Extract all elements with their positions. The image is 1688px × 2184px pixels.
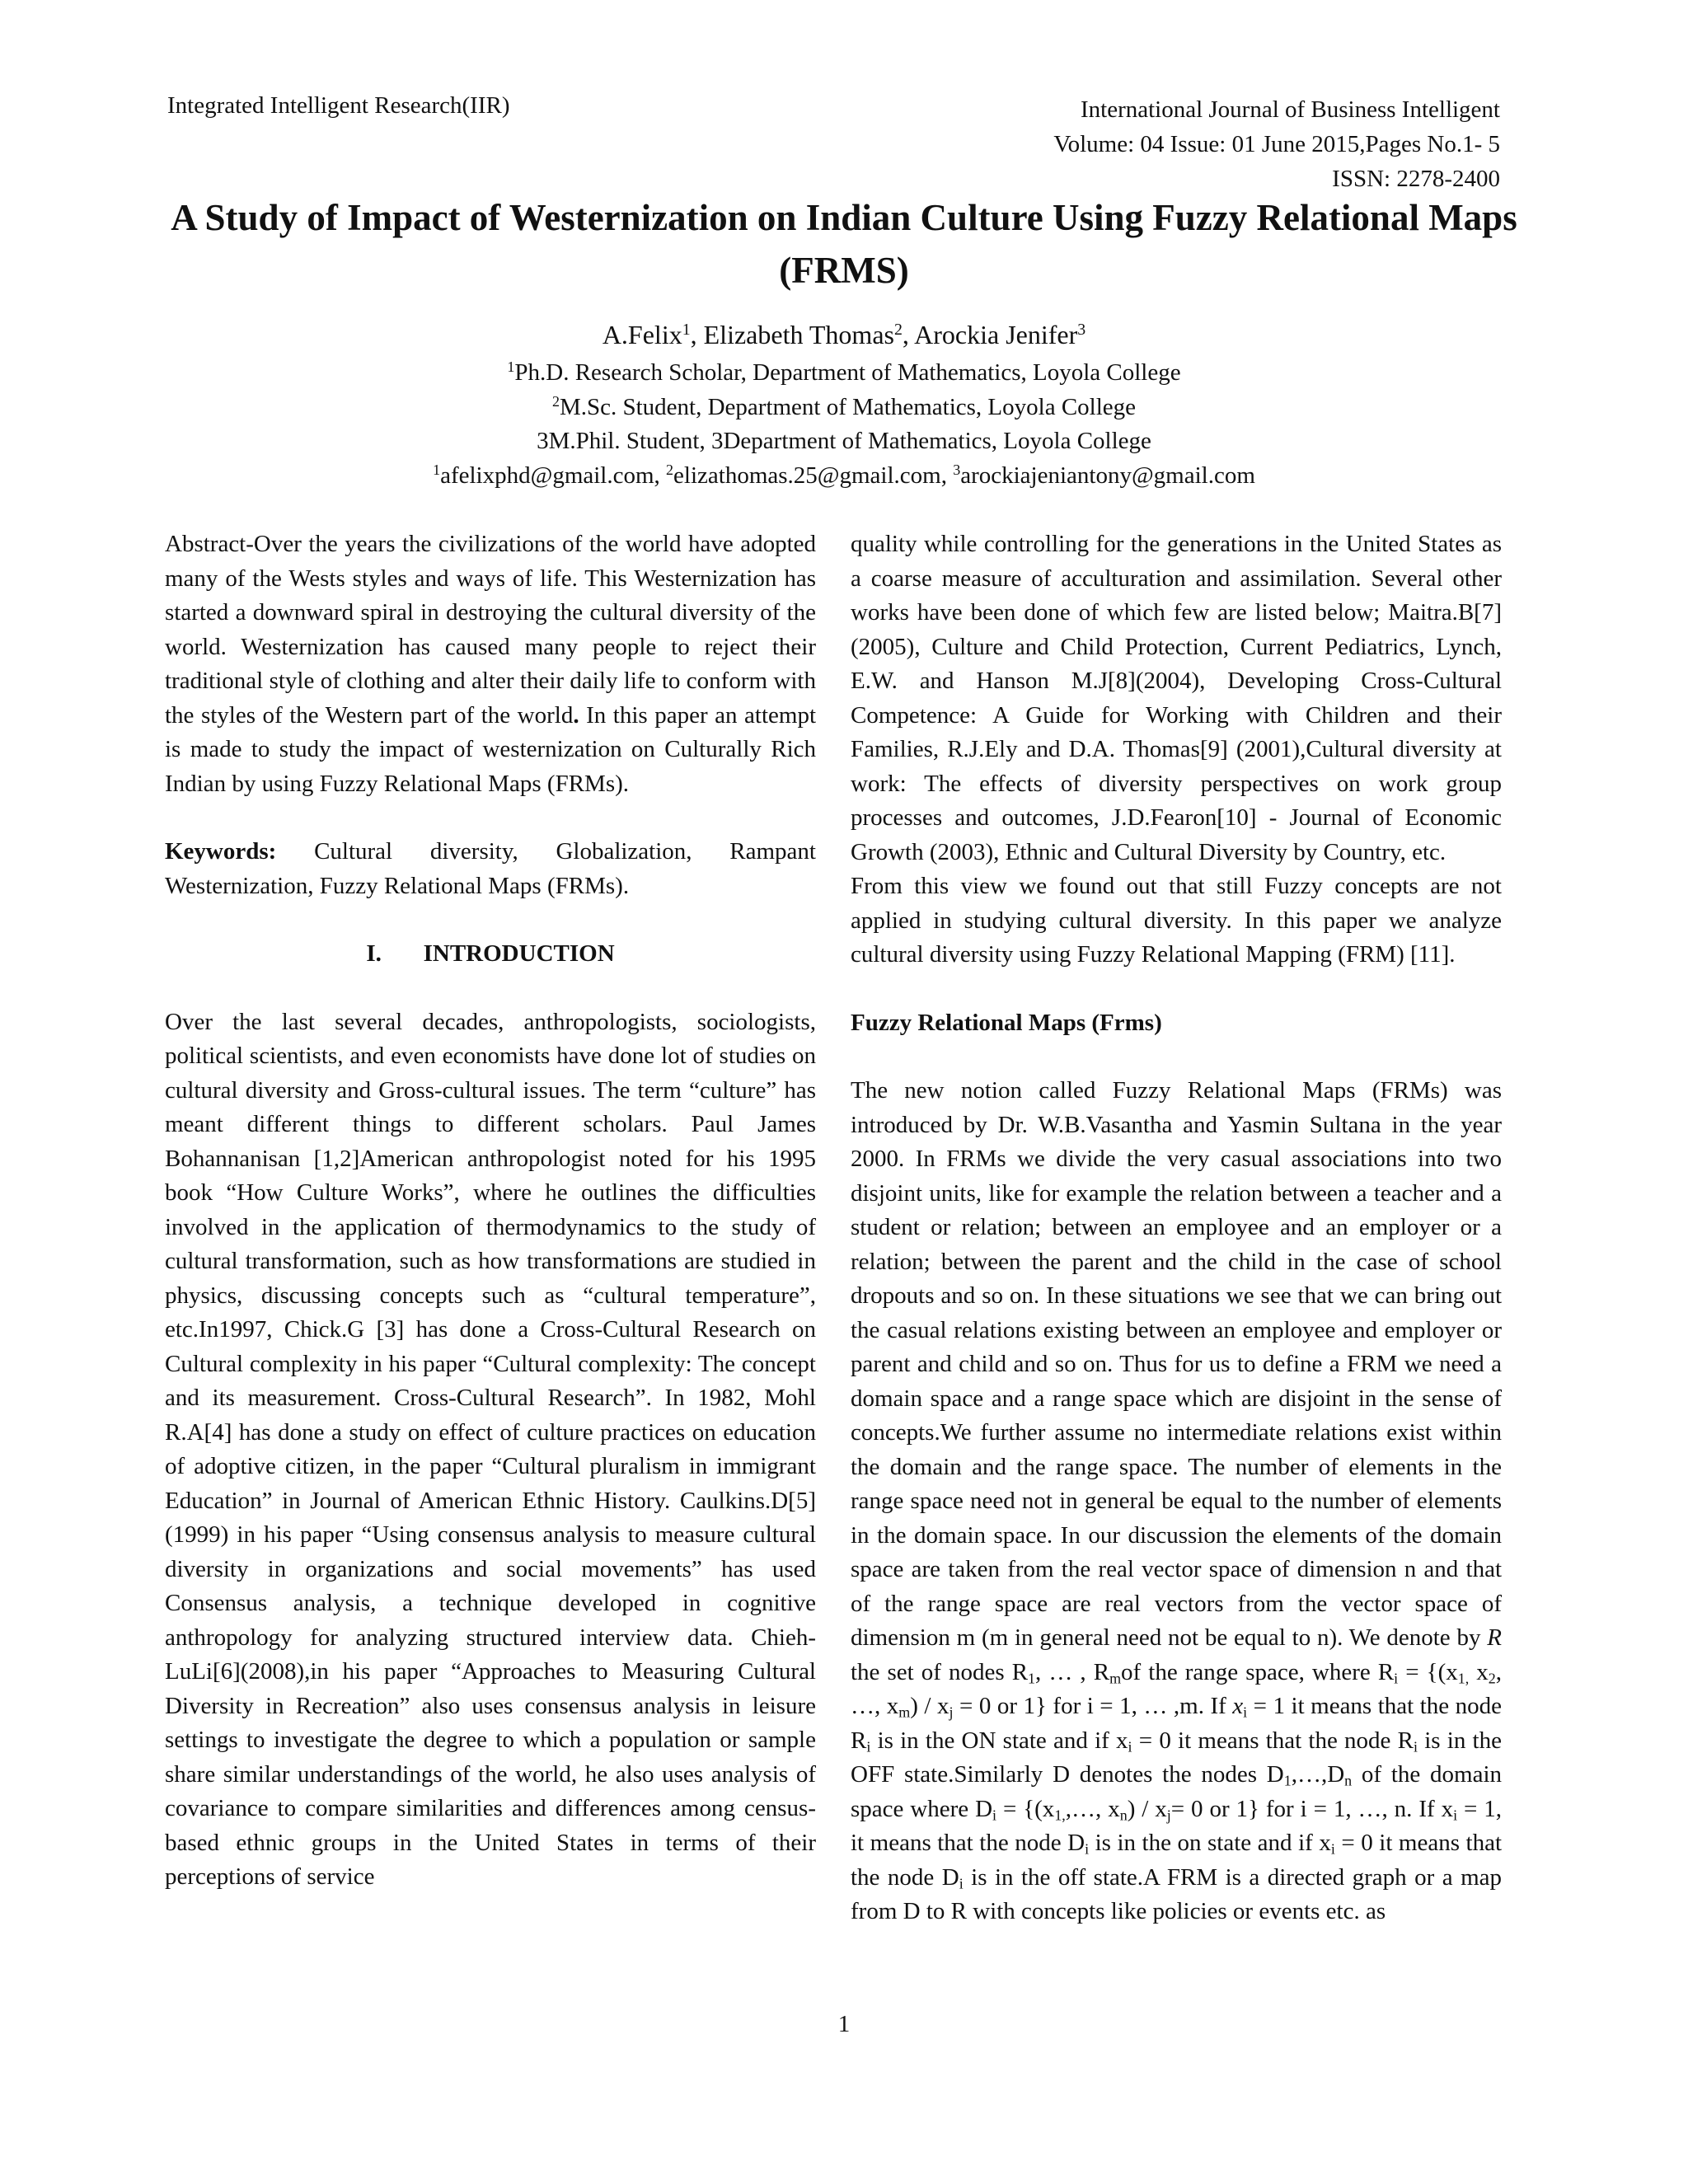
email-line: [0, 459, 1688, 494]
frm-text: ) / x: [910, 1693, 950, 1719]
affiliation-1-mark: 1: [507, 359, 515, 376]
frm-subscript: n: [1119, 1806, 1128, 1823]
section-heading-introduction: I. INTRODUCTION: [366, 940, 615, 967]
related-work-paragraph: quality while controlling for the generations in the United States as a coarse measure of acculturation and assimilation. Several other works have been done of which few are listed below; Maitra.B[7](2005), Culture and Child Protection, Current Pediatrics, Lynch, E.W. and Hanson M.J[8](2004), Developing Cross-Cultural Competence: A Guide for Working with Children and their Families, R.J.Ely and D.A. Thomas[9] (2001),Cultural diversity at work: The effects of diversity perspectives on work group processes and outcomes, J.D.Fearon[10] - Journal of Economic Growth (2003), Ethnic and Cultural Diversity by Country, etc.: [851, 531, 1502, 865]
left-column: [165, 527, 816, 1895]
frm-subscript: j: [1166, 1806, 1171, 1823]
affiliation-1-text: Ph.D. Research Scholar, Department of Mathematics, Loyola College: [514, 359, 1181, 386]
email-2[interactable]: elizathomas.25@gmail.com,: [673, 462, 954, 489]
frm-subscript: m: [898, 1704, 911, 1721]
frm-subscript: m: [1109, 1669, 1122, 1686]
frm-text: The new notion called Fuzzy Relational Maps (FRMs) was introduced by Dr. W.B.Vasantha and Yasmin Sultana in the year 2000. In FRMs we divide the very casual associations into two disjoint units, like for example the relation between a teacher and a student or relation; between an employee and an employer or a relation; between the parent and the child in the case of school dropouts and so on. In these situations we see that we can bring out the casual relations existing between an employee and employer or parent and child and so on. Thus for us to define a FRM we need a domain space and a range space which are disjoint in the sense of concepts.We further assume no intermediate relations exist within the domain and the range space. The number of elements in the range space need not in general be equal to the number of elements in the domain space. In our discussion the elements of the domain space are taken from the real vector space of dimension n and that of the range space are real vectors from the vector space of dimension m (m in general need not be equal to n). We denote by: [851, 1077, 1502, 1651]
frm-symbol: x: [1232, 1693, 1244, 1719]
frm-text: ) / x: [1127, 1795, 1167, 1822]
keywords: [165, 835, 816, 903]
abstract-period: .: [573, 701, 579, 729]
frm-text: = {(x: [996, 1795, 1055, 1822]
page-number: 1: [837, 2011, 851, 2037]
affiliation-3: 3M.Phil. Student, 3Department of Mathematics, Loyola College: [537, 428, 1151, 454]
frm-subscript: 1: [1283, 1772, 1292, 1789]
frm-text: , …, x: [851, 1658, 1503, 1719]
frm-subscript: i: [1414, 1737, 1418, 1755]
keywords-label: Keywords:: [165, 838, 277, 865]
frm-text: is in the OFF state.Similarly D denotes the nodes D: [851, 1727, 1502, 1788]
affiliation-2: [0, 391, 1688, 425]
email-1-mark: 1: [433, 461, 441, 478]
introduction-paragraph: Over the last several decades, anthropologists, sociologists, political scientists, and even economists have done lot of studies on cultural diversity and Gross-cultural issues. The term “culture” has meant different things to different scholars. Paul James Bohannanisan [1,2]American anthropologist noted for his 1995 book “How Culture Works”, where he outlines the difficulties involved in the application of thermodynamics to the study of cultural transformation, such as how transformations are studied in physics, discussing concepts such as “cultural temperature”, etc.In1997, Chick.G [3] has done a Cross-Cultural Research on Cultural complexity in his paper “Cultural complexity: The concept and its measurement. Cross-Cultural Research”. In 1982, Mohl R.A[4] has done a study on effect of culture practices on education of adoptive citizen, in the paper “Cultural pluralism in immigrant Education” in Journal of American Ethnic History. Caulkins.D[5](1999) in his paper “Using consensus analysis to measure cultural diversity in organizations and social movements” has used Consensus analysis, a technique developed in cognitive anthropology for analyzing structured interview data. Chieh-LuLi[6](2008),in his paper “Approaches to Measuring Cultural Diversity in Recreation” also uses consensus analysis in leisure settings to investigate the degree to which a population or sample share similar understandings of the world, he also uses analysis of covariance to compare similarities and differences among census-based ethnic groups in the United States in terms of their perceptions of service: [165, 1008, 816, 1890]
abstract-text-a: Abstract-Over the years the civilizations of the world have adopted many of the Wests styles and ways of life. This Westernization has started a downward spiral in destroying the cultural diversity of the world. Westernization has caused many people to reject their traditional style of clothing and alter their daily life to conform with the styles of the Western part of the world: [165, 531, 816, 729]
frm-text: = 0 it means that the node D: [851, 1830, 1502, 1891]
frm-text: , … , R: [1035, 1658, 1110, 1685]
author-2: , Elizabeth Thomas: [690, 320, 894, 349]
affiliation-1: [0, 356, 1688, 391]
frm-text: of the domain space where D: [851, 1761, 1502, 1822]
abstract-text-b: In this paper an attempt is made to study the impact of westernization on Culturally Rich Indian by using Fuzzy Relational Maps (FRMs).: [165, 701, 816, 797]
frm-subscript: 2: [1488, 1669, 1496, 1686]
email-2-mark: 2: [666, 461, 674, 478]
frm-text: is in the off state.A FRM is a directed graph or a map from D to R with concepts like policies or events etc. as: [851, 1863, 1502, 1924]
journal-volume: Volume: 04 Issue: 01 June 2015,Pages No.1- 5: [1053, 131, 1500, 157]
email-3[interactable]: arockiajeniantony@gmail.com: [960, 462, 1255, 489]
paper-title: A Study of Impact of Westernization on Indian Culture Using Fuzzy Relational Maps (FRMS): [171, 197, 1517, 291]
frm-text: = 1 it means that the node R: [851, 1693, 1503, 1754]
frm-text: the set of nodes R: [851, 1658, 1029, 1685]
author-list: [0, 317, 1688, 352]
right-column: [851, 527, 1502, 1929]
journal-issn: ISSN: 2278-2400: [1332, 166, 1500, 192]
frm-subscript: n: [1344, 1772, 1353, 1789]
frm-subscript: i: [1128, 1737, 1132, 1755]
email-3-mark: 3: [953, 461, 961, 478]
frm-subscript: i: [992, 1806, 997, 1823]
frm-subscript: i: [866, 1737, 871, 1755]
frm-text: = {(x: [1398, 1658, 1458, 1685]
frm-text: ,…,D: [1291, 1761, 1345, 1788]
frm-subscript: i: [1085, 1840, 1090, 1858]
author-3: , Arockia Jenifer: [902, 320, 1078, 349]
frm-subscript: 1,: [1054, 1806, 1066, 1823]
frm-text: = 1, it means that the node D: [851, 1795, 1503, 1856]
frm-text: = 0 or 1} for i = 1, … ,m. If: [953, 1693, 1233, 1719]
author-1: A.Felix: [602, 320, 682, 349]
affiliation-2-text: M.Sc. Student, Department of Mathematics, Loyola College: [559, 393, 1137, 420]
abstract: [165, 527, 816, 801]
frm-text: is in the ON state and if x: [870, 1727, 1128, 1754]
frm-definition-paragraph: [851, 1074, 1502, 1929]
email-1[interactable]: afelixphd@gmail.com,: [440, 462, 667, 489]
journal-info: [1053, 92, 1500, 196]
journal-name: International Journal of Business Intelligent: [1080, 96, 1500, 123]
author-3-mark: 3: [1077, 321, 1086, 340]
author-1-mark: 1: [682, 321, 691, 340]
affiliation-2-mark: 2: [551, 392, 560, 410]
frm-subscript: j: [949, 1704, 954, 1721]
frm-text: = 0 or 1} for i = 1, …, n. If x: [1170, 1795, 1454, 1822]
journal-publisher: Integrated Intelligent Research(IIR): [167, 92, 510, 119]
frm-subscript: i: [1330, 1840, 1335, 1858]
motivation-paragraph: From this view we found out that still Fuzzy concepts are not applied in studying cultural diversity. In this paper we analyze cultural diversity using Fuzzy Relational Mapping (FRM) [11].: [851, 873, 1502, 968]
affiliations: [0, 356, 1688, 493]
frm-text: ,…, x: [1065, 1795, 1120, 1822]
frm-symbol: R: [1487, 1624, 1502, 1651]
frm-text: = 0 it means that the node R: [1132, 1727, 1414, 1754]
frm-subscript: i: [1453, 1806, 1458, 1823]
frm-text: is in the on state and if x: [1089, 1830, 1331, 1856]
author-2-mark: 2: [893, 321, 903, 340]
frm-text: x: [1469, 1658, 1489, 1685]
subsection-heading-frms: Fuzzy Relational Maps (Frms): [851, 1009, 1162, 1036]
frm-subscript: i: [1243, 1704, 1248, 1721]
frm-subscript: 1,: [1457, 1669, 1470, 1686]
frm-subscript: i: [1394, 1669, 1399, 1686]
frm-subscript: 1: [1028, 1669, 1036, 1686]
frm-subscript: i: [959, 1874, 964, 1891]
keywords-text: Cultural diversity, Globalization, Rampant Westernization, Fuzzy Relational Maps (FRMs).: [165, 838, 816, 899]
frm-text: of the range space, where R: [1121, 1658, 1395, 1685]
